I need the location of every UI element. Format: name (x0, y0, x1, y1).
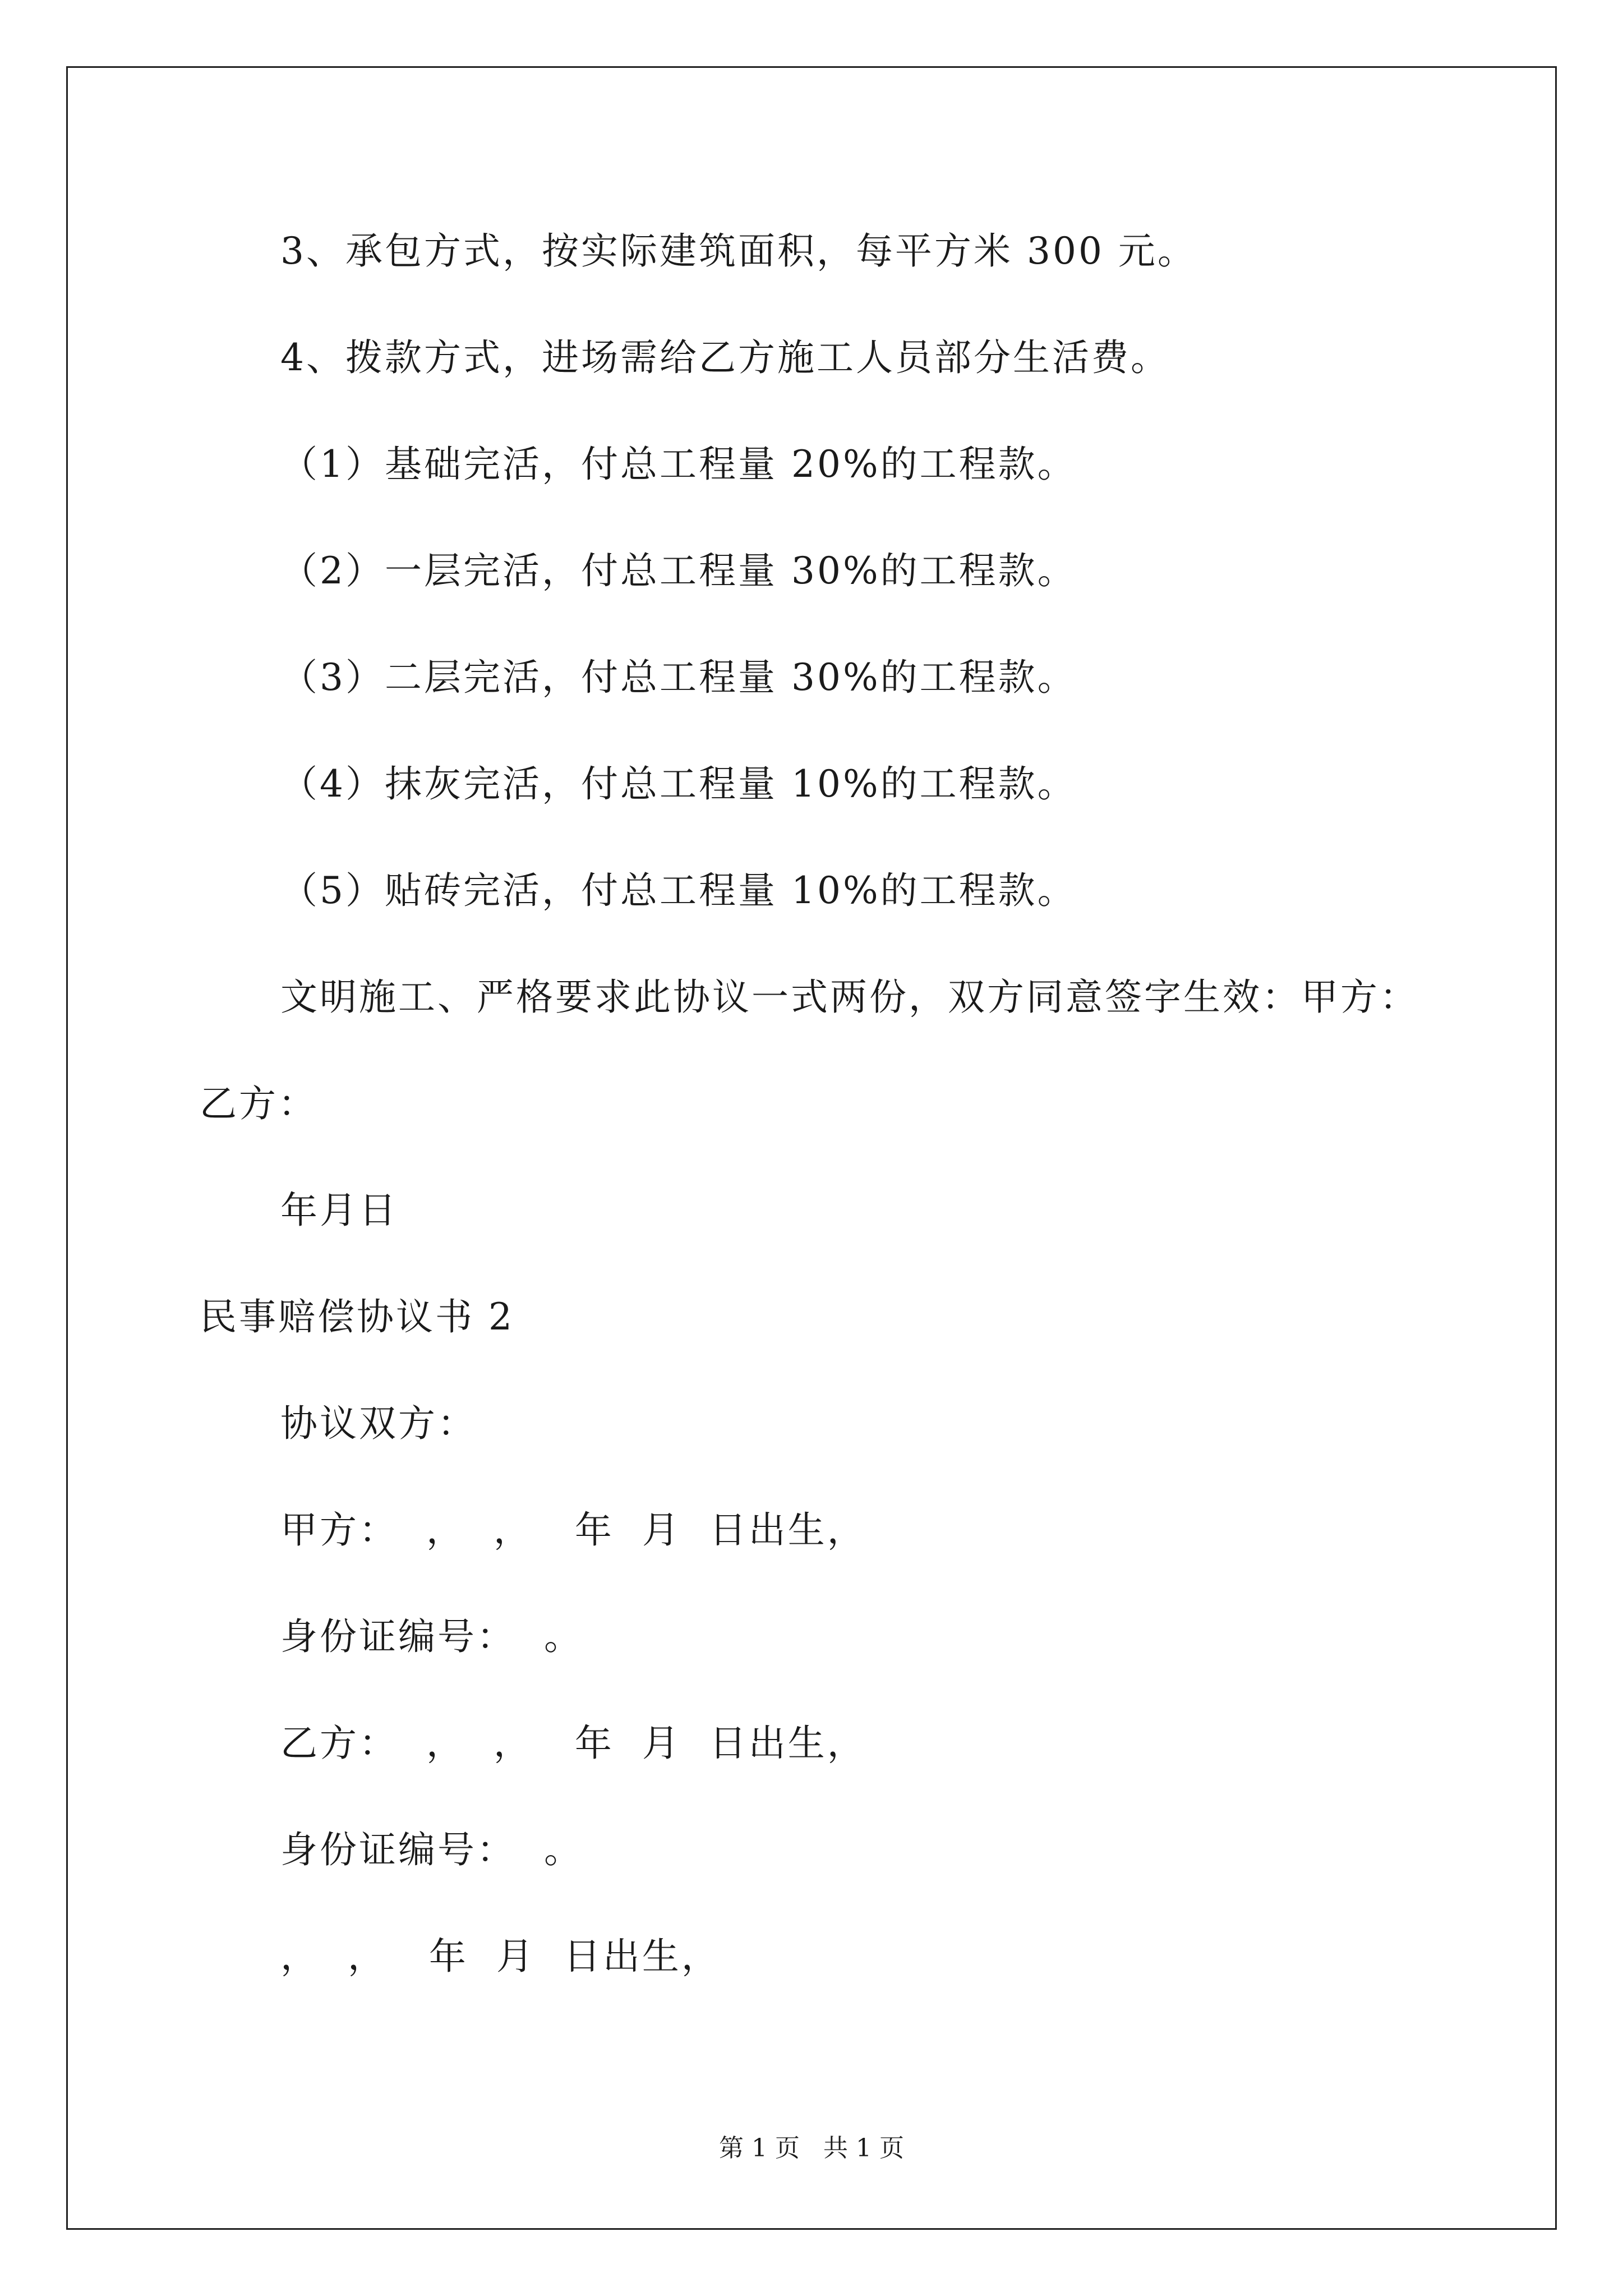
party-b-info: 乙方： ， ， 年 月 日出生， (280, 1722, 866, 1765)
signing-statement: 文明施工、严格要求此协议一式两份，双方同意签字生效：甲方： (280, 976, 1419, 1019)
payment-item-5: （5）贴砖完活，付总工程量 10%的工程款。 (280, 869, 1077, 912)
page-number-footer: 第 1 页 共 1 页 (719, 2134, 904, 2162)
party-a-info: 甲方： ， ， 年 月 日出生， (280, 1508, 866, 1552)
page-border (66, 66, 1557, 2230)
third-party-info: ， ， 年 月 日出生， (280, 1935, 721, 1978)
party-a-id: 身份证编号： 。 (280, 1615, 583, 1658)
payment-item-4: （4）抹灰完活，付总工程量 10%的工程款。 (280, 762, 1077, 806)
date-line: 年月日 (280, 1189, 398, 1232)
party-b-signature: 乙方： (200, 1082, 317, 1125)
payment-item-3: （3）二层完活，付总工程量 30%的工程款。 (280, 656, 1077, 699)
parties-heading: 协议双方： (280, 1402, 477, 1445)
section-title: 民事赔偿协议书 2 (200, 1295, 514, 1338)
clause-payment-method: 4、拨款方式，进场需给乙方施工人员部分生活费。 (280, 336, 1170, 379)
clause-contract-method: 3、承包方式，按实际建筑面积，每平方米 300 元。 (280, 229, 1197, 273)
party-b-id: 身份证编号： 。 (280, 1828, 583, 1871)
payment-item-2: （2）一层完活，付总工程量 30%的工程款。 (280, 549, 1077, 592)
payment-item-1: （1）基础完活，付总工程量 20%的工程款。 (280, 443, 1077, 486)
